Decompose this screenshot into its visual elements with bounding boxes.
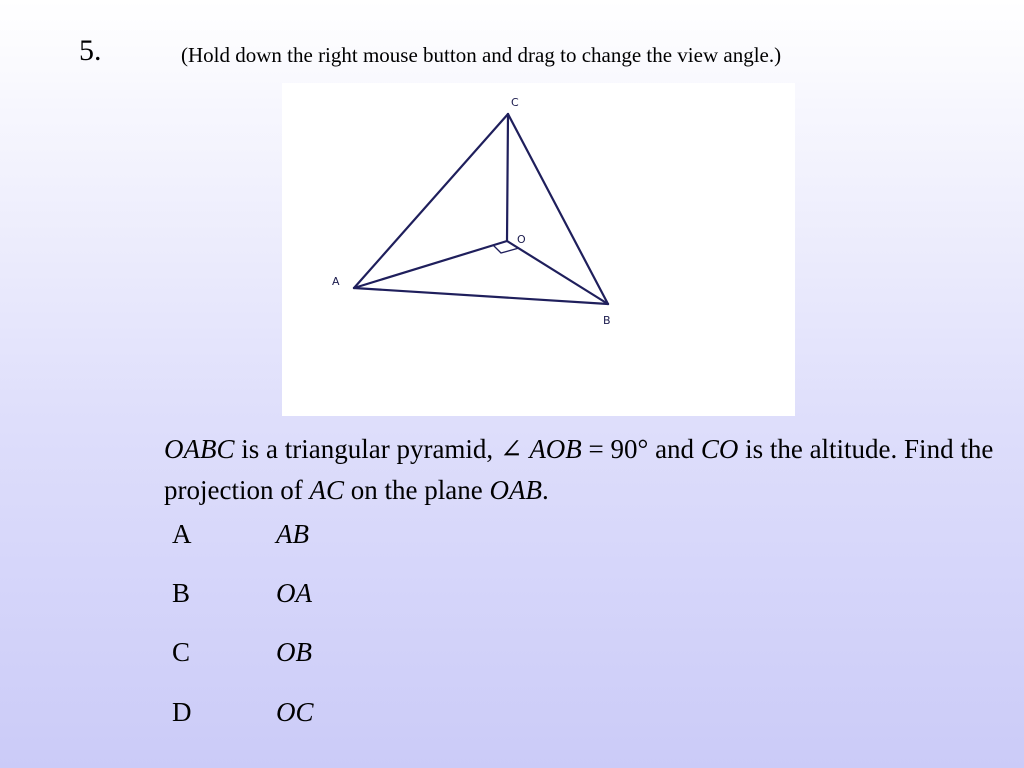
- pyramid-figure-panel[interactable]: [282, 83, 795, 416]
- q-part: .: [541, 475, 549, 505]
- option-b-text[interactable]: OA: [276, 578, 312, 608]
- q-part: is the altitude. Find the projection of: [164, 434, 994, 505]
- vertex-label-c: C: [511, 96, 519, 109]
- vertex-label-o: O: [517, 233, 526, 246]
- angle-symbol: ∠: [499, 434, 530, 464]
- edge-ob: [507, 241, 608, 304]
- vertex-label-a: A: [332, 275, 340, 288]
- option-a-letter[interactable]: A: [172, 519, 192, 549]
- question-number: 5.: [79, 34, 102, 67]
- option-d-text[interactable]: OC: [276, 697, 314, 727]
- q-part: = 90° and: [581, 434, 701, 464]
- view-instruction: (Hold down the right mouse button and drag to change the view angle.): [181, 43, 782, 67]
- q-segment: AC: [309, 475, 344, 505]
- q-part: is a triangular pyramid,: [234, 434, 500, 464]
- edge-ab: [354, 288, 608, 304]
- option-c-letter[interactable]: C: [172, 637, 191, 667]
- question-text: [164, 429, 1004, 511]
- edge-ca: [354, 114, 508, 288]
- q-angle: AOB: [529, 434, 582, 464]
- q-pyramid: OABC: [164, 434, 235, 464]
- q-altitude: CO: [700, 434, 739, 464]
- edge-co: [507, 114, 508, 241]
- edge-ao: [354, 241, 507, 288]
- option-b-letter[interactable]: B: [172, 578, 191, 608]
- option-a-text[interactable]: AB: [276, 519, 309, 549]
- option-d-letter[interactable]: D: [172, 697, 192, 727]
- pyramid-diagram[interactable]: [282, 83, 795, 416]
- edge-cb: [508, 114, 608, 304]
- vertex-label-b: B: [603, 314, 611, 327]
- option-c-text[interactable]: OB: [276, 637, 312, 667]
- q-plane: OAB: [489, 475, 542, 505]
- q-part: on the plane: [343, 475, 490, 505]
